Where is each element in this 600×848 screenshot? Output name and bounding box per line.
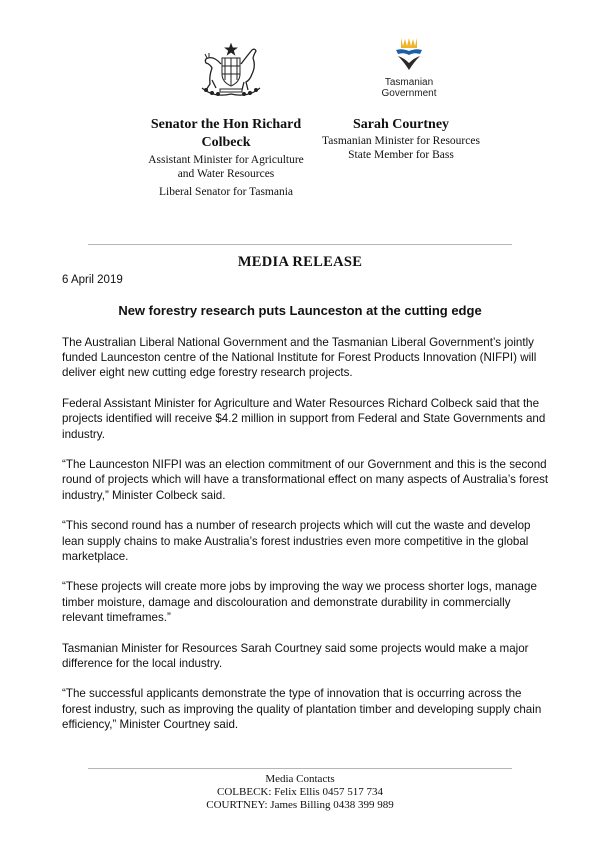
tasmanian-government-logo <box>378 36 440 100</box>
federal-minister-block <box>140 116 312 199</box>
media-release-label: MEDIA RELEASE <box>237 254 363 270</box>
body-paragraph: Tasmanian Minister for Resources Sarah Courtney said some projects would make a major difference for the local industry. <box>62 641 529 670</box>
header-divider <box>88 244 512 245</box>
footer-divider <box>88 768 512 769</box>
body-paragraph: Federal Assistant Minister for Agriculture and Water Resources Richard Colbeck said that the projects identified will receive $4.2 million in support from Federal and State Governments and industry. <box>62 397 546 441</box>
state-minister-name: Sarah Courtney <box>352 117 450 132</box>
body-paragraph: “The successful applicants demonstrate the type of innovation that is occurring across the forest industry, such as improving the quality of plantation timber and developing supply chain efficiency,” Minister Courtney said. <box>62 687 542 731</box>
media-contact-colbeck: COLBECK: Felix Ellis 0457 517 734 <box>217 786 383 798</box>
body-paragraph: “The Launceston NIFPI was an election commitment of our Government and this is the second round of projects which will have a transformational effect on many aspects of Australia’s forest industry,” Minister Colbeck said. <box>62 458 549 502</box>
release-headline: New forestry research puts Launceston at the cutting edge <box>118 303 482 318</box>
federal-minister-electorate: Liberal Senator for Tasmania <box>158 186 294 198</box>
media-contacts <box>0 773 600 812</box>
release-body <box>62 335 552 748</box>
media-contact-courtney: COURTNEY: James Billing 0438 399 989 <box>206 799 394 811</box>
logo-text-line-1: Tasmanian <box>384 77 434 88</box>
commonwealth-coat-of-arms-icon <box>194 42 268 100</box>
state-minister-block <box>318 116 484 162</box>
tasmanian-tiger-icon <box>392 36 426 72</box>
media-contacts-title: Media Contacts <box>265 773 335 785</box>
release-date: 6 April 2019 <box>62 274 123 286</box>
body-paragraph: The Australian Liberal National Government and the Tasmanian Liberal Government’s jointly funded Launceston centre of the National Institute for Forest Products Innovation (NIFPI) will deliver eight new cutting edge forestry research projects. <box>62 336 537 380</box>
body-paragraph: “These projects will create more jobs by improving the way we process shorter logs, manage timber moisture, damage and discolouration and demonstrate durability in commercially relevant timeframes.” <box>62 580 537 624</box>
logo-text-line-2: Government <box>381 88 437 99</box>
body-paragraph: “This second round has a number of research projects which will cut the waste and develop lean supply chains to make Australia’s forest industries even more competitive in the global marketplace. <box>62 519 531 563</box>
federal-minister-role: Assistant Minister for Agriculture and Water Resources <box>148 154 304 180</box>
federal-minister-name: Senator the Hon Richard Colbeck <box>150 117 302 150</box>
state-minister-role: Tasmanian Minister for Resources <box>322 135 480 147</box>
state-minister-electorate: State Member for Bass <box>348 149 454 161</box>
